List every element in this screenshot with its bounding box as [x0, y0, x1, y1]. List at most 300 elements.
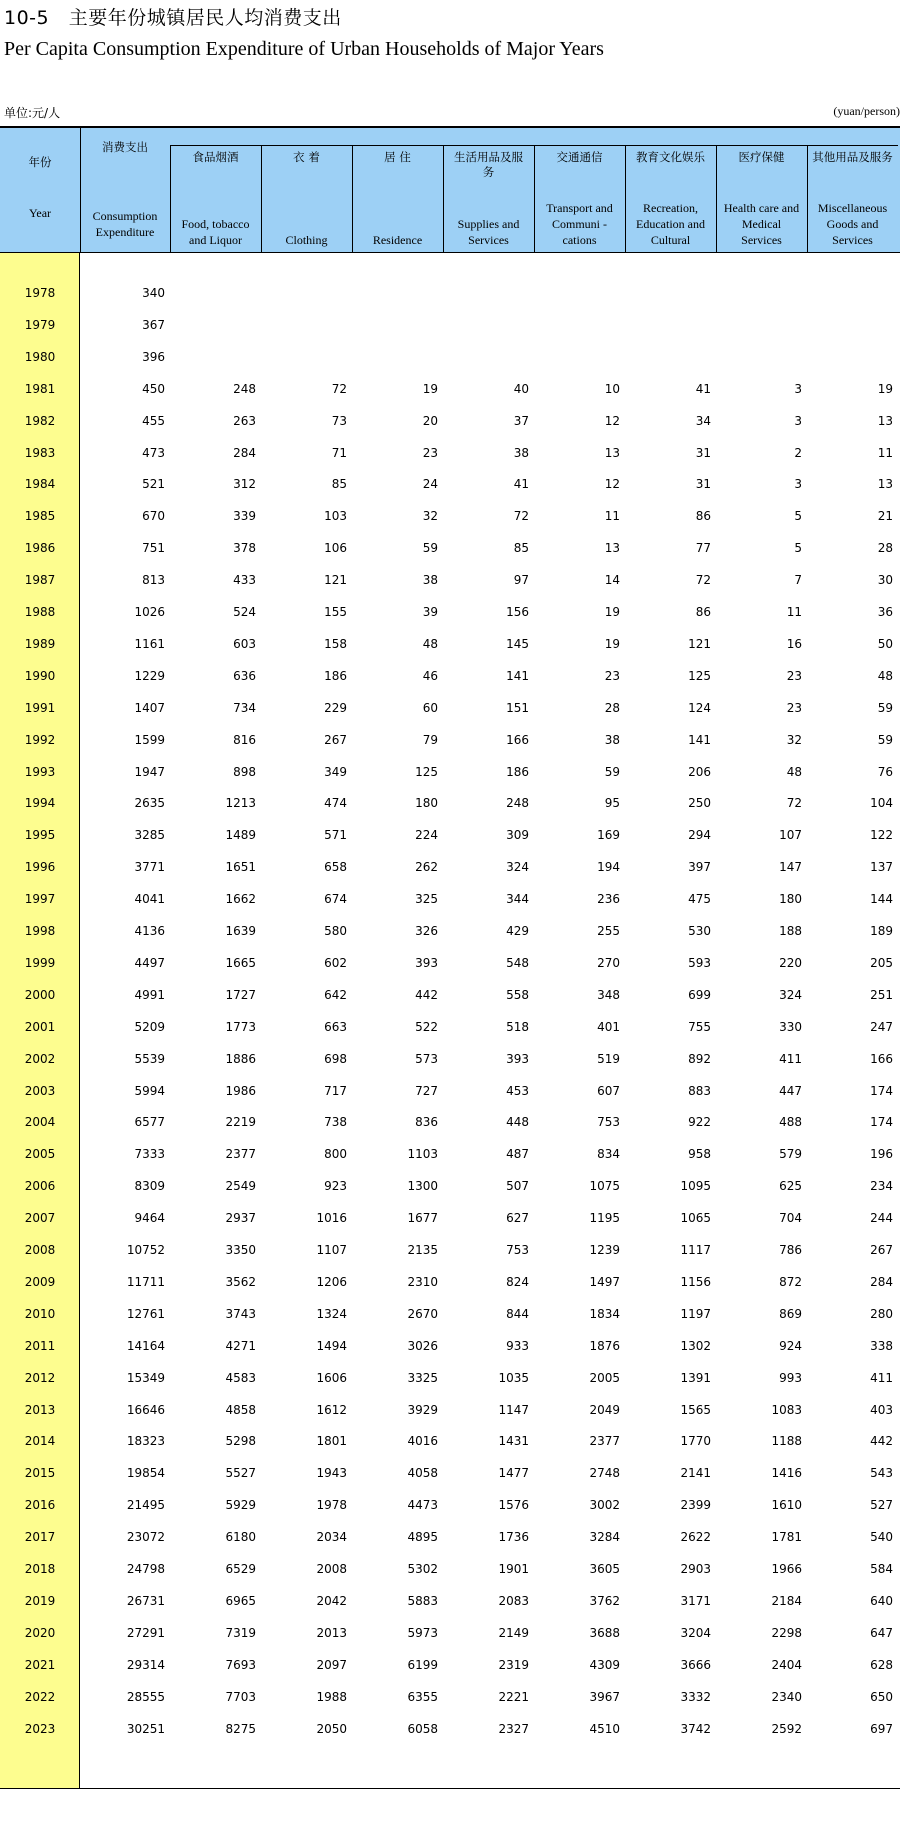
value-cell: 344: [506, 892, 529, 907]
col-recreation-en-text: Recreation, Education and Cultural: [636, 201, 705, 247]
value-cell: 28: [604, 700, 620, 715]
value-cell: 1801: [316, 1434, 347, 1449]
value-cell: 12: [604, 413, 620, 428]
value-cell: 4858: [225, 1402, 256, 1417]
value-cell: 76: [877, 764, 893, 779]
year-cell: 1991: [24, 700, 56, 715]
value-cell: 39: [422, 605, 438, 619]
col-supplies-en-text: Supplies and Services: [457, 217, 520, 247]
year-cell: 1984: [24, 477, 56, 492]
value-cell: 6529: [225, 1562, 256, 1576]
value-cell: 3350: [225, 1243, 256, 1257]
value-cell: 663: [324, 1019, 347, 1034]
value-cell: 625: [779, 1179, 802, 1194]
col-clothing-cn: 衣 着: [293, 150, 320, 164]
value-cell: 5929: [225, 1498, 256, 1513]
col-food-en-text: Food, tobacco and Liquor: [181, 217, 250, 247]
value-cell: 267: [324, 732, 347, 747]
year-cell: 2019: [24, 1593, 56, 1608]
value-cell: 699: [688, 987, 711, 1002]
value-cell: 3026: [407, 1338, 438, 1353]
value-cell: 1195: [589, 1211, 620, 1226]
year-cell: 2006: [24, 1179, 56, 1194]
value-cell: 836: [415, 1115, 438, 1130]
year-cell: 1998: [24, 924, 56, 938]
value-cell: 2298: [771, 1625, 802, 1640]
value-cell: 41: [513, 477, 529, 492]
value-cell: 326: [415, 924, 438, 938]
value-cell: 530: [688, 924, 711, 938]
value-cell: 229: [324, 700, 347, 715]
value-cell: 378: [233, 541, 256, 556]
value-cell: 3743: [225, 1306, 256, 1321]
value-cell: 2050: [316, 1721, 347, 1736]
value-cell: 1947: [134, 764, 165, 779]
year-cell: 1985: [24, 509, 56, 524]
value-cell: 727: [415, 1083, 438, 1098]
value-cell: 5994: [134, 1083, 165, 1098]
value-cell: 12761: [126, 1306, 165, 1321]
value-cell: 872: [779, 1274, 802, 1289]
value-cell: 674: [324, 892, 347, 907]
value-cell: 14: [604, 573, 620, 588]
value-cell: 4016: [407, 1434, 438, 1449]
value-cell: 1966: [771, 1562, 802, 1576]
value-cell: 59: [877, 732, 893, 747]
value-cell: 59: [422, 541, 438, 556]
value-cell: 6965: [225, 1593, 256, 1608]
year-cell: 2011: [24, 1338, 56, 1353]
value-cell: 2: [794, 445, 802, 460]
subheader-rule: [170, 145, 898, 146]
value-cell: 3: [794, 477, 802, 492]
value-cell: 488: [779, 1115, 802, 1130]
value-cell: 7: [794, 573, 802, 588]
value-cell: 1300: [407, 1179, 438, 1194]
value-cell: 324: [506, 860, 529, 875]
value-cell: 251: [870, 987, 893, 1002]
year-cell: 2022: [24, 1689, 56, 1704]
value-cell: 6355: [407, 1689, 438, 1704]
value-cell: 717: [324, 1083, 347, 1098]
value-cell: 6199: [407, 1657, 438, 1672]
value-cell: 2083: [498, 1593, 529, 1608]
value-cell: 5973: [407, 1625, 438, 1640]
unit-label-en: (yuan/person): [833, 104, 900, 118]
value-cell: 141: [688, 732, 711, 747]
col-recreation-cn: 教育文化娱乐: [636, 150, 705, 164]
value-cell: 2008: [316, 1562, 347, 1576]
year-cell: 1979: [24, 317, 56, 332]
value-cell: 2327: [498, 1721, 529, 1736]
value-cell: 19854: [126, 1466, 165, 1481]
value-cell: 580: [324, 924, 347, 938]
value-cell: 1876: [589, 1338, 620, 1353]
value-cell: 1161: [134, 636, 165, 651]
year-cell: 1990: [24, 668, 56, 683]
value-cell: 1639: [225, 924, 256, 938]
value-cell: 473: [142, 445, 165, 460]
year-cell: 1996: [24, 860, 56, 875]
value-cell: 24: [422, 477, 438, 492]
value-cell: 1065: [680, 1211, 711, 1226]
value-cell: 4497: [134, 955, 165, 970]
value-cell: 540: [870, 1530, 893, 1545]
value-cell: 13: [877, 477, 893, 492]
value-cell: 396: [142, 349, 165, 364]
value-cell: 6058: [407, 1721, 438, 1736]
table-title-cn: [4, 6, 342, 30]
value-cell: 280: [870, 1306, 893, 1321]
value-cell: 19: [604, 605, 620, 619]
value-cell: 2549: [225, 1179, 256, 1194]
value-cell: 21495: [126, 1498, 165, 1513]
value-cell: 2135: [407, 1243, 438, 1257]
value-cell: 824: [506, 1274, 529, 1289]
value-cell: 1606: [316, 1370, 347, 1385]
value-cell: 1477: [498, 1466, 529, 1481]
value-cell: 29314: [126, 1657, 165, 1672]
value-cell: 103: [324, 509, 347, 524]
col-misc-en: [807, 184, 898, 248]
value-cell: 751: [142, 541, 165, 556]
value-cell: 186: [324, 668, 347, 683]
value-cell: 393: [415, 955, 438, 970]
value-cell: 38: [604, 732, 620, 747]
value-cell: 86: [695, 509, 711, 524]
value-cell: 151: [506, 700, 529, 715]
value-cell: 338: [870, 1338, 893, 1353]
value-cell: 72: [786, 796, 802, 811]
value-cell: 800: [324, 1147, 347, 1162]
value-cell: 1988: [316, 1689, 347, 1704]
value-cell: [170, 285, 256, 301]
value-cell: 429: [506, 924, 529, 938]
value-cell: 442: [415, 987, 438, 1002]
value-cell: 1599: [134, 732, 165, 747]
value-cell: 844: [506, 1306, 529, 1321]
col-consumption-cn: 消费支出: [102, 140, 148, 154]
year-cell: 2013: [24, 1402, 56, 1417]
value-cell: 1978: [316, 1498, 347, 1513]
value-cell: 869: [779, 1306, 802, 1321]
value-cell: 1206: [316, 1274, 347, 1289]
value-cell: 1107: [316, 1243, 347, 1257]
value-cell: 448: [506, 1115, 529, 1130]
value-cell: 180: [415, 796, 438, 811]
value-cell: 236: [597, 892, 620, 907]
value-cell: 5: [794, 509, 802, 524]
year-cell: 1989: [24, 636, 56, 651]
value-cell: 3171: [680, 1593, 711, 1608]
value-cell: 2013: [316, 1625, 347, 1640]
value-cell: 46: [422, 668, 438, 683]
value-cell: 450: [142, 381, 165, 396]
value-cell: 1943: [316, 1466, 347, 1481]
value-cell: 3742: [680, 1721, 711, 1736]
value-cell: 339: [233, 509, 256, 524]
year-cell: 2000: [24, 987, 56, 1002]
value-cell: 244: [870, 1211, 893, 1226]
value-cell: 993: [779, 1370, 802, 1385]
year-cell: 2017: [24, 1530, 56, 1545]
value-cell: 411: [870, 1370, 893, 1385]
value-cell: 923: [324, 1179, 347, 1194]
value-cell: 24798: [126, 1562, 165, 1576]
value-cell: 3002: [589, 1498, 620, 1513]
col-transport-en-text: Transport and Communi -cations: [546, 201, 613, 247]
year-cell: 2005: [24, 1147, 56, 1162]
year-cell: 1995: [24, 828, 56, 843]
value-cell: 816: [233, 732, 256, 747]
year-cell: 1986: [24, 541, 56, 556]
value-cell: 196: [870, 1147, 893, 1162]
value-cell: 349: [324, 764, 347, 779]
year-cell: 2008: [24, 1243, 56, 1257]
value-cell: 180: [779, 892, 802, 907]
value-cell: 104: [870, 796, 893, 811]
value-cell: 571: [324, 828, 347, 843]
value-cell: 527: [870, 1498, 893, 1513]
value-cell: 813: [142, 573, 165, 588]
value-cell: 786: [779, 1243, 802, 1257]
value-cell: 2042: [316, 1593, 347, 1608]
value-cell: 255: [597, 924, 620, 938]
value-cell: 5883: [407, 1593, 438, 1608]
col-food-en: [170, 184, 261, 248]
year-cell: 2020: [24, 1625, 56, 1640]
year-cell: 1987: [24, 573, 56, 588]
value-cell: 670: [142, 509, 165, 524]
value-cell: 77: [695, 541, 711, 556]
value-cell: 933: [506, 1338, 529, 1353]
value-cell: 2097: [316, 1657, 347, 1672]
value-cell: [443, 285, 529, 301]
value-cell: 124: [688, 700, 711, 715]
value-cell: 5: [794, 541, 802, 556]
value-cell: 23: [422, 445, 438, 460]
value-cell: 21: [877, 509, 893, 524]
value-cell: 1736: [498, 1530, 529, 1545]
value-cell: 18323: [126, 1434, 165, 1449]
col-health-en: [716, 184, 807, 248]
value-cell: 72: [331, 381, 347, 396]
value-cell: 442: [870, 1434, 893, 1449]
value-cell: 206: [688, 764, 711, 779]
value-cell: 4136: [134, 924, 165, 938]
value-cell: 6180: [225, 1530, 256, 1545]
value-cell: 270: [597, 955, 620, 970]
value-cell: 248: [506, 796, 529, 811]
value-cell: 1213: [225, 796, 256, 811]
value-cell: 1035: [498, 1370, 529, 1385]
value-cell: 650: [870, 1689, 893, 1704]
value-cell: 4583: [225, 1370, 256, 1385]
table-number: 10-5: [4, 7, 50, 29]
value-cell: [352, 349, 438, 365]
col-transport-cn: 交通通信: [556, 150, 603, 164]
value-cell: 205: [870, 955, 893, 970]
value-cell: 340: [142, 286, 165, 300]
value-cell: 85: [513, 541, 529, 556]
value-cell: 3771: [134, 860, 165, 875]
value-cell: [170, 317, 256, 333]
col-residence-en-text: Residence: [372, 233, 423, 247]
value-cell: 7703: [225, 1689, 256, 1704]
value-cell: 34: [695, 413, 711, 428]
value-cell: 433: [233, 573, 256, 588]
value-cell: 698: [324, 1051, 347, 1066]
value-cell: 32: [422, 509, 438, 524]
year-cell: 1980: [24, 349, 56, 364]
value-cell: 144: [870, 892, 893, 907]
value-cell: 348: [597, 987, 620, 1002]
value-cell: [807, 317, 893, 333]
value-cell: 2149: [498, 1625, 529, 1640]
value-cell: 36: [877, 605, 893, 619]
value-cell: 330: [779, 1019, 802, 1034]
value-cell: 1188: [771, 1434, 802, 1449]
value-cell: 602: [324, 955, 347, 970]
value-cell: 186: [506, 764, 529, 779]
year-cell: 2004: [24, 1115, 56, 1130]
value-cell: 13: [877, 413, 893, 428]
value-cell: 220: [779, 955, 802, 970]
value-cell: 97: [513, 573, 529, 588]
value-cell: 3204: [680, 1625, 711, 1640]
value-cell: 27291: [126, 1625, 165, 1640]
value-cell: 367: [142, 317, 165, 332]
value-cell: 85: [331, 477, 347, 492]
year-cell: 2012: [24, 1370, 56, 1385]
value-cell: 548: [506, 955, 529, 970]
value-cell: 73: [331, 413, 347, 428]
value-cell: 734: [233, 700, 256, 715]
value-cell: 2310: [407, 1274, 438, 1289]
value-cell: 1610: [771, 1498, 802, 1513]
value-cell: 1612: [316, 1402, 347, 1417]
value-cell: 573: [415, 1051, 438, 1066]
value-cell: 125: [415, 764, 438, 779]
value-cell: 1576: [498, 1498, 529, 1513]
value-cell: 4510: [589, 1721, 620, 1736]
value-cell: 174: [870, 1115, 893, 1130]
value-cell: 475: [688, 892, 711, 907]
value-cell: 11: [604, 509, 620, 524]
value-cell: 628: [870, 1657, 893, 1672]
value-cell: 2340: [771, 1689, 802, 1704]
value-cell: 1986: [225, 1083, 256, 1098]
value-cell: 2622: [680, 1530, 711, 1545]
year-cell: 2007: [24, 1211, 56, 1226]
value-cell: 1770: [680, 1434, 711, 1449]
value-cell: 518: [506, 1019, 529, 1034]
header-bottom-rule: [0, 252, 900, 253]
value-cell: 447: [779, 1083, 802, 1098]
value-cell: 294: [688, 828, 711, 843]
value-cell: 137: [870, 860, 893, 875]
value-cell: 13: [604, 445, 620, 460]
value-cell: 188: [779, 924, 802, 938]
table-title-cn-text: 主要年份城镇居民人均消费支出: [68, 7, 342, 29]
value-cell: 30251: [126, 1721, 165, 1736]
value-cell: 2141: [680, 1466, 711, 1481]
value-cell: 3: [794, 413, 802, 428]
value-cell: 1095: [680, 1179, 711, 1194]
value-cell: 2377: [589, 1434, 620, 1449]
value-cell: 156: [506, 605, 529, 619]
value-cell: 189: [870, 924, 893, 938]
value-cell: 2937: [225, 1211, 256, 1226]
value-cell: 2748: [589, 1466, 620, 1481]
value-cell: 155: [324, 605, 347, 619]
value-cell: 755: [688, 1019, 711, 1034]
value-cell: 2399: [680, 1498, 711, 1513]
value-cell: 224: [415, 828, 438, 843]
value-cell: 19: [604, 636, 620, 651]
value-cell: [534, 317, 620, 333]
value-cell: 267: [870, 1243, 893, 1257]
value-cell: 1197: [680, 1306, 711, 1321]
value-cell: 883: [688, 1083, 711, 1098]
value-cell: 72: [695, 573, 711, 588]
value-cell: 26731: [126, 1593, 165, 1608]
value-cell: 507: [506, 1179, 529, 1194]
value-cell: 593: [688, 955, 711, 970]
year-cell: 2018: [24, 1562, 56, 1576]
value-cell: 584: [870, 1562, 893, 1576]
value-cell: 141: [506, 668, 529, 683]
year-cell: 2016: [24, 1498, 56, 1513]
value-cell: 753: [506, 1243, 529, 1257]
value-cell: 19: [877, 381, 893, 396]
value-cell: 401: [597, 1019, 620, 1034]
value-cell: 1016: [316, 1211, 347, 1226]
value-cell: 543: [870, 1466, 893, 1481]
value-cell: 2903: [680, 1562, 711, 1576]
value-cell: [170, 349, 256, 365]
value-cell: 6577: [134, 1115, 165, 1130]
value-cell: 1489: [225, 828, 256, 843]
value-cell: 1416: [771, 1466, 802, 1481]
value-cell: 9464: [134, 1211, 165, 1226]
value-cell: 1083: [771, 1402, 802, 1417]
value-cell: [261, 285, 347, 301]
value-cell: [807, 285, 893, 301]
value-cell: 2319: [498, 1657, 529, 1672]
year-cell: 1993: [24, 764, 56, 779]
value-cell: 627: [506, 1211, 529, 1226]
value-cell: 40: [513, 381, 529, 396]
value-cell: 2184: [771, 1593, 802, 1608]
value-cell: 738: [324, 1115, 347, 1130]
value-cell: 397: [688, 860, 711, 875]
value-cell: 579: [779, 1147, 802, 1162]
value-cell: 7333: [134, 1147, 165, 1162]
value-cell: 11: [877, 445, 893, 460]
value-cell: 892: [688, 1051, 711, 1066]
col-residence-en: [352, 184, 443, 248]
value-cell: 603: [233, 636, 256, 651]
value-cell: 19: [422, 381, 438, 396]
value-cell: [443, 317, 529, 333]
year-cell: 1978: [24, 286, 56, 300]
col-misc-cn: 其他用品及服务: [812, 150, 893, 164]
value-cell: 38: [422, 573, 438, 588]
value-cell: 145: [506, 636, 529, 651]
value-cell: 262: [415, 860, 438, 875]
value-cell: 558: [506, 987, 529, 1002]
